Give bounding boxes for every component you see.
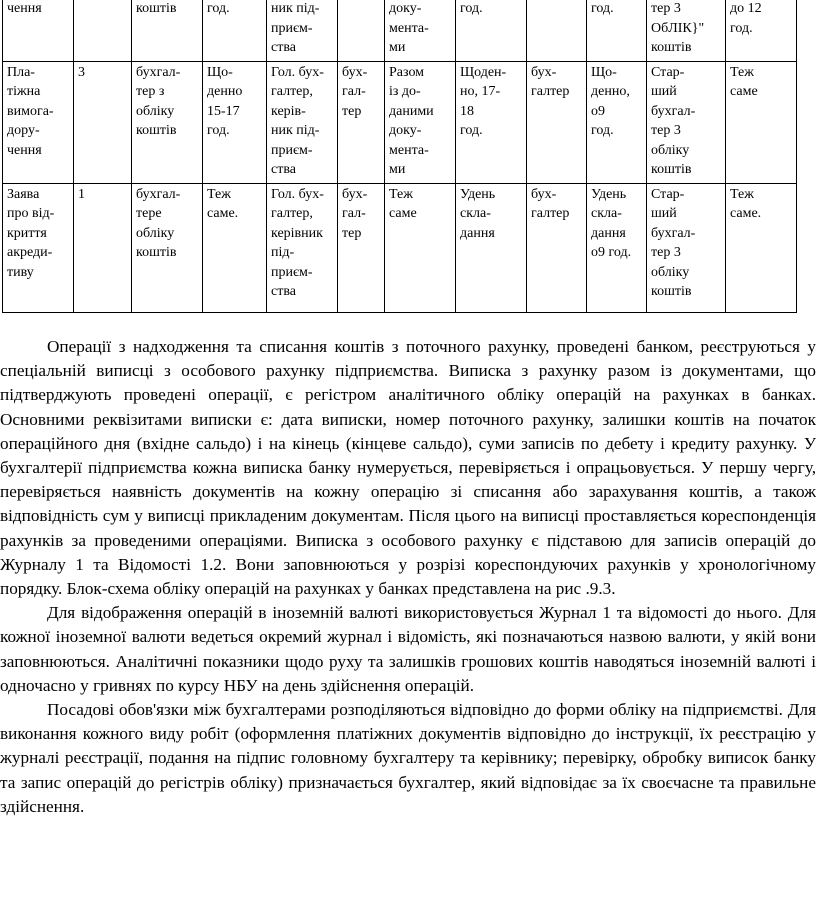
table-cell: ник під- приєм- ства [267,0,338,61]
table-cell: Пла- тіжна вимога- дору- чення [3,61,74,183]
table-cell: Удень скла- дання [456,183,527,312]
table-cell: чення [3,0,74,61]
table-row [3,183,797,312]
table-cell [338,0,385,61]
table-cell: год. [587,0,647,61]
table-cell: Теж саме [385,183,456,312]
table-cell: Стар- ший бухгал- тер 3 обліку коштів [647,61,726,183]
table-cell: бух- галтер [527,61,587,183]
table-cell: до 12 год. [726,0,797,61]
table-cell: Разом із до- даними доку- мента- ми [385,61,456,183]
table-cell: коштів [132,0,203,61]
table-cell: бух- гал- тер [338,61,385,183]
table-cell: Що- денно, о9 год. [587,61,647,183]
table-cell: Теж саме. [203,183,267,312]
table-cell: Теж саме. [726,183,797,312]
table-cell: Теж саме [726,61,797,183]
paragraph: Операції з надходження та списання коштів з поточного рахунку, проведені банком, реєструються у спеціальній виписці з особового рахунку підприємства. Виписка з рахунку разом із документами, що підтверджують проведені операції, є регістром аналітичного обліку операцій на рахунках в банках. Основними реквізитами виписки є: дата виписки, номер поточного рахунку, залишки коштів на початок операційного дня (вхідне сальдо) і на кінець (кінцеве сальдо), суми записів по дебету і кредиту рахунку. У бухгалтерії підприємства кожна виписка банку нумерується, перевіряється і опрацьовується. У першу чергу, перевіряється наявність документів на кожну операцію зі списання або зарахування коштів, а також відповідність сум у виписці прикладеним документам. Після цього на виписці проставляється кореспонденція рахунків за проведеними операціями. Виписка з особового рахунку є підставою для записів операцій до Журналу 1 та Відомості 1.2. Вони заповнюються у розрізі кореспондуючих рахунків у хронологічному порядку. Блок-схема обліку операцій на рахунках у банках представлена на рис .9.3. [0,337,816,599]
table-cell [74,0,132,61]
table-cell: Удень скла- дання о9 год. [587,183,647,312]
table-cell: Щоден- но, 17- 18 год. [456,61,527,183]
table-cell: доку- мента- ми [385,0,456,61]
paragraph: Для відображення операцій в іноземній валюті використовується Журнал 1 та відомості до нього. Для кожної іноземної валюти ведеться окремий журнал і відомість, які позначаються назвою валюти, у якій вони заповнюються. Аналітичні показники щодо руху та залишків грошових коштів наводяться іноземній валюті і одночасно у гривнях по курсу НБУ на день здійснення операцій. [0,603,816,695]
table-cell: бухгал- тере обліку коштів [132,183,203,312]
table-cell: Що- денно 15-17 год. [203,61,267,183]
table-row [3,0,797,61]
table-cell: год. [456,0,527,61]
table-cell: 1 [74,183,132,312]
table-cell [527,0,587,61]
table-cell: Заява про від- криття акреди- тиву [3,183,74,312]
paragraph: Посадові обов'язки між бухгалтерами розподіляються відповідно до форми обліку на підприємстві. Для виконання кожного виду робіт (оформлення платіжних документів відповідно до інструкції, їх реєстрацію у журналі реєстрації, подання на підпис головному бухгалтеру та керівнику; перевірку, обробку виписок банку та запис операцій до регістрів обліку) призначається бухгалтер, який відповідає за їх своєчасне та правильне здійснення. [0,700,816,816]
table-cell: бух- галтер [527,183,587,312]
table-cell: бух- гал- тер [338,183,385,312]
body-text [0,335,816,819]
table-cell: 3 [74,61,132,183]
table-cell: Гол. бух- галтер, керів- ник під- приєм- ства [267,61,338,183]
document-table [2,0,797,313]
table-cell: тер 3 ОбЛІК}" коштів [647,0,726,61]
table-cell: бухгал- тер з обліку коштів [132,61,203,183]
table-cell: год. [203,0,267,61]
table-cell: Стар- ший бухгал- тер 3 обліку коштів [647,183,726,312]
table-cell: Гол. бух- галтер, керівник під- приєм- ства [267,183,338,312]
table-row [3,61,797,183]
